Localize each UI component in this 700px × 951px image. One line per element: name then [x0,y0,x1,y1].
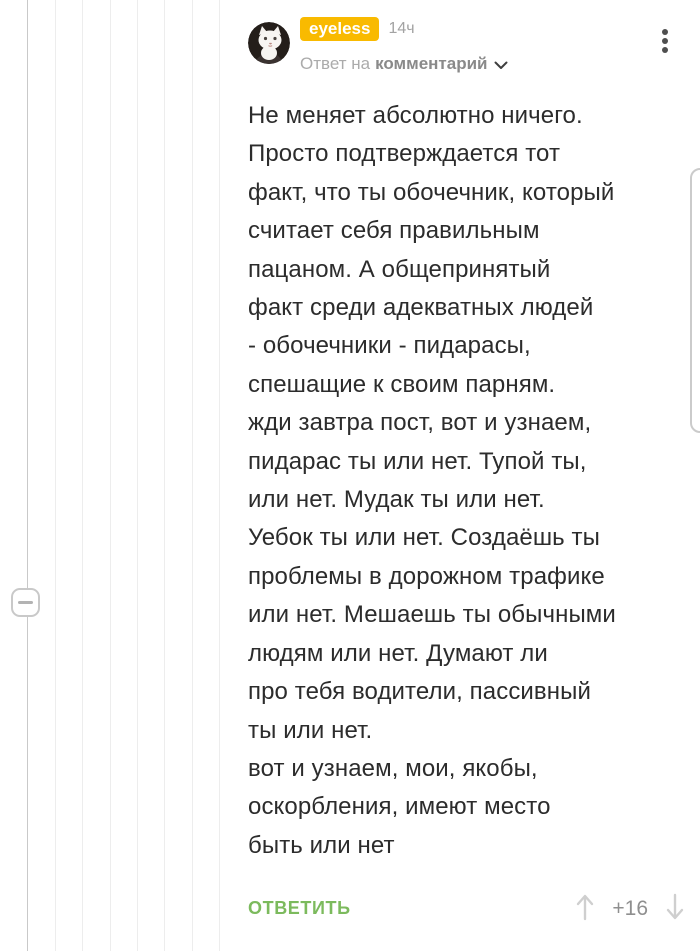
comment-text-line: факт среди адекватных людей [248,294,594,322]
chevron-down-icon [494,55,508,75]
thread-line [110,0,111,951]
arrow-down-icon [665,893,685,924]
comment-text-line: Просто подтверждается тот [248,140,561,168]
comment-text-line: пидарас ты или нет. Тупой ты, [248,447,587,475]
scrollbar[interactable] [690,168,700,433]
username-badge[interactable]: eyeless [300,17,379,41]
comment-text-line: факт, что ты обочечник, который [248,178,615,206]
rating-value: +16 [612,896,648,920]
upvote-button[interactable] [575,893,595,924]
downvote-button[interactable] [665,893,685,924]
minus-icon [18,601,33,604]
comment-footer [248,893,685,924]
thread-line [82,0,83,951]
thread-line [219,0,220,951]
comment-text-line: пацаном. А общепринятый [248,255,551,283]
comment-text-line: считает себя правильным [248,217,540,245]
arrow-up-icon [575,893,595,924]
comment-text-line: Уебок ты или нет. Создаёшь ты [248,524,601,552]
user-avatar[interactable] [248,22,290,64]
comment-text-line: проблемы в дорожном трафике [248,562,605,590]
comment-text-line: людям или нет. Думают ли [248,639,548,667]
thread-line [137,0,138,951]
comment-text-line: или нет. Мудак ты или нет. [248,486,545,514]
comment-text-line: ты или нет. [248,716,373,744]
comment-text-line: - обочечники - пидарасы, [248,332,531,360]
reply-to-target: комментарий [375,53,488,73]
comment-text-line: быть или нет [248,831,395,859]
reply-to-link[interactable] [300,52,508,75]
comment-text-line: оскорбления, имеют место [248,793,551,821]
rating-controls [575,893,685,924]
comment-text-line: спешащие к своим парням. [248,370,556,398]
comment-text-line: про тебя водители, пассивный [248,678,591,706]
cat-avatar-image [248,22,290,64]
timestamp: 14ч [388,20,415,37]
comment-text-line: или нет. Мешаешь ты обычными [248,601,616,629]
comment-menu-button[interactable] [658,25,672,57]
comment-body [248,97,685,865]
comment-text-line: Не меняет абсолютно ничего. [248,102,583,129]
kebab-dot [662,29,668,35]
comment-text-line: жди завтра пост, вот и узнаем, [248,409,592,437]
reply-to-prefix: Ответ на [300,53,371,73]
thread-line [164,0,165,951]
kebab-dot [662,38,668,44]
collapse-thread-button[interactable] [11,588,40,617]
comment [248,17,685,920]
reply-button[interactable]: ОТВЕТИТЬ [248,898,351,918]
thread-line [55,0,56,951]
comment-header [300,17,685,75]
comment-text-line: вот и узнаем, мои, якобы, [248,754,538,782]
kebab-dot [662,47,668,53]
thread-line [192,0,193,951]
thread-line [27,0,28,951]
